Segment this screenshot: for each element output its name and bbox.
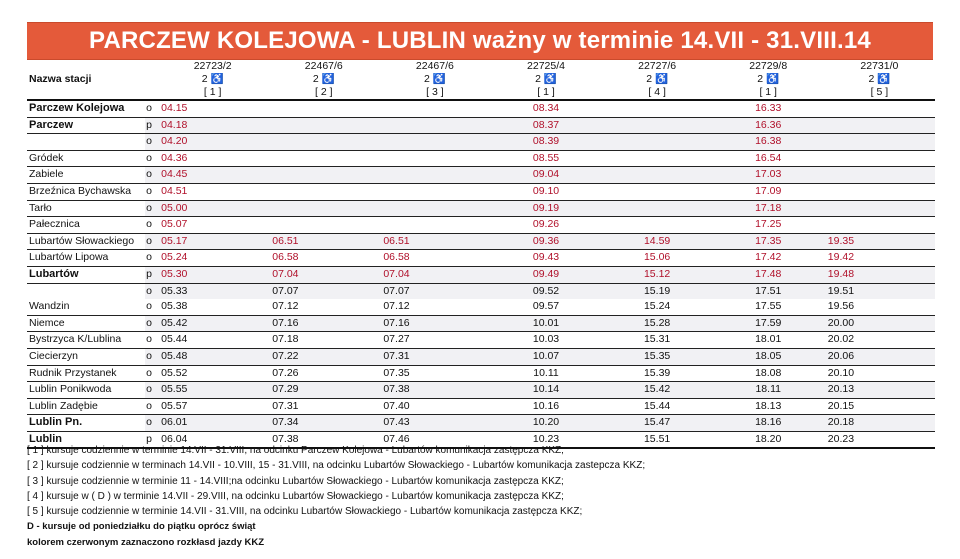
time-cell: 06.01 (157, 415, 268, 432)
time-cell: 08.39 (490, 134, 601, 151)
arrival-departure-flag: o (145, 134, 157, 151)
table-row (27, 315, 935, 332)
time-cell (268, 183, 379, 200)
time-cell: 16.33 (713, 100, 824, 117)
time-cell (602, 200, 713, 217)
time-cell: 06.51 (379, 233, 490, 250)
time-cell: 19.51 (824, 283, 935, 299)
table-row (27, 100, 935, 117)
station-name: Parczew Kolejowa (27, 100, 145, 117)
time-cell: 06.51 (268, 233, 379, 250)
arrival-departure-flag: o (145, 332, 157, 349)
footnote: [ 3 ] kursuje codziennie w terminie 11 - 14.VIII;na odcinku Lubartów Słowackiego - Lubartów komunikacja zastępcza KKZ; (27, 475, 564, 487)
station-name: Lubartów (27, 266, 145, 283)
time-cell: 07.16 (379, 315, 490, 332)
time-cell: 20.23 (824, 431, 935, 448)
time-cell (379, 167, 490, 184)
time-cell (268, 117, 379, 134)
time-cell: 06.58 (379, 250, 490, 267)
time-cell (824, 183, 935, 200)
table-row (27, 348, 935, 365)
time-cell (824, 100, 935, 117)
time-cell: 05.42 (157, 315, 268, 332)
wheelchair-icon: 2 ♿ (535, 73, 557, 85)
time-cell (268, 134, 379, 151)
time-cell: 09.10 (490, 183, 601, 200)
time-cell: 19.56 (824, 299, 935, 315)
time-cell (602, 167, 713, 184)
legend-days: D - kursuje od poniedziałku do piątku oprócz świąt (27, 521, 256, 533)
time-cell: 15.44 (602, 398, 713, 415)
time-cell: 10.11 (490, 365, 601, 382)
time-cell: 15.31 (602, 332, 713, 349)
time-cell: 07.26 (268, 365, 379, 382)
time-cell: 09.36 (490, 233, 601, 250)
station-name (27, 283, 145, 299)
time-cell: 17.42 (713, 250, 824, 267)
time-cell: 07.38 (268, 431, 379, 448)
time-cell (268, 200, 379, 217)
arrival-departure-flag: o (145, 415, 157, 432)
table-row (27, 283, 935, 299)
time-cell: 15.39 (602, 365, 713, 382)
time-cell: 18.05 (713, 348, 824, 365)
wheelchair-icon: 2 ♿ (646, 73, 669, 85)
timetable-body (27, 100, 935, 448)
table-row (27, 266, 935, 283)
train-note-ref: [ 3 ] (379, 86, 490, 100)
time-cell: 07.43 (379, 415, 490, 432)
station-name: Rudnik Przystanek (27, 365, 145, 382)
time-cell: 17.18 (713, 200, 824, 217)
table-row (27, 299, 935, 315)
table-row (27, 217, 935, 234)
train-note-row (27, 86, 935, 100)
time-cell (602, 183, 713, 200)
time-cell: 05.00 (157, 200, 268, 217)
time-cell: 15.06 (602, 250, 713, 267)
time-cell: 18.20 (713, 431, 824, 448)
station-name: Tarło (27, 200, 145, 217)
station-name (27, 134, 145, 151)
time-cell: 20.06 (824, 348, 935, 365)
station-name: Lublin Zadębie (27, 398, 145, 415)
time-cell (824, 167, 935, 184)
time-cell: 07.27 (379, 332, 490, 349)
time-cell (379, 100, 490, 117)
train-number: 22727/6 (638, 60, 677, 72)
arrival-departure-flag: o (145, 315, 157, 332)
footnote: [ 5 ] kursuje codziennie w terminie 14.VII - 31.VIII, na odcinku Lubartów Słowackiego - Lubartów komunikacja zastępcza KKZ; (27, 506, 583, 518)
time-cell: 05.44 (157, 332, 268, 349)
time-cell: 04.20 (157, 134, 268, 151)
time-cell: 17.25 (713, 217, 824, 234)
time-cell (602, 100, 713, 117)
time-cell: 10.14 (490, 382, 601, 399)
time-cell: 07.22 (268, 348, 379, 365)
station-name: Parczew (27, 117, 145, 134)
table-row (27, 250, 935, 267)
time-cell (602, 150, 713, 167)
time-cell: 20.10 (824, 365, 935, 382)
time-cell (602, 217, 713, 234)
time-cell (379, 117, 490, 134)
station-name: Lublin Pn. (27, 415, 145, 432)
legend-red-color: kolorem czerwonym zaznaczono rozkłasd jazdy KKZ (27, 536, 265, 548)
time-cell: 07.12 (379, 299, 490, 315)
arrival-departure-flag: o (145, 250, 157, 267)
time-cell: 20.00 (824, 315, 935, 332)
footnote: [ 1 ] kursuje codziennie w terminie 14.VII - 31.VIII, na odcinku Parczew Kolejowa - Lubartów komunikacja zastępcza KKZ; (27, 445, 564, 456)
arrival-departure-flag: p (145, 117, 157, 134)
time-cell: 18.11 (713, 382, 824, 399)
footnote: [ 4 ] kursuje w ( D ) w terminie 14.VII - 29.VIII, na odcinku Lubartów Słowackiego - Lubartów komunikacja zastępcza KKZ; (27, 490, 564, 502)
time-cell: 05.33 (157, 283, 268, 299)
time-cell: 17.55 (713, 299, 824, 315)
time-cell: 09.43 (490, 250, 601, 267)
time-cell (268, 167, 379, 184)
time-cell: 15.51 (602, 431, 713, 448)
time-cell: 08.34 (490, 100, 601, 117)
time-cell: 07.07 (268, 283, 379, 299)
time-cell: 20.15 (824, 398, 935, 415)
station-name: Lublin Ponikwoda (27, 382, 145, 399)
time-cell: 07.04 (379, 266, 490, 283)
time-cell: 18.13 (713, 398, 824, 415)
arrival-departure-flag: o (145, 398, 157, 415)
arrival-departure-flag: o (145, 382, 157, 399)
time-cell (824, 117, 935, 134)
time-cell: 17.48 (713, 266, 824, 283)
time-cell: 04.51 (157, 183, 268, 200)
footnotes (27, 443, 935, 550)
arrival-departure-flag: o (145, 150, 157, 167)
time-cell: 05.30 (157, 266, 268, 283)
arrival-departure-flag: o (145, 167, 157, 184)
wheelchair-icon: 2 ♿ (201, 73, 224, 85)
arrival-departure-flag: o (145, 183, 157, 200)
time-cell: 07.04 (268, 266, 379, 283)
station-name: Niemce (27, 315, 145, 332)
time-cell: 09.57 (490, 299, 601, 315)
time-cell: 15.12 (602, 266, 713, 283)
wheelchair-icon: 2 ♿ (423, 73, 446, 85)
time-cell: 10.03 (490, 332, 601, 349)
time-cell (824, 200, 935, 217)
station-name: Ciecierzyn (27, 348, 145, 365)
station-name: Lubartów Lipowa (27, 250, 145, 267)
time-cell: 07.38 (379, 382, 490, 399)
time-cell: 19.35 (824, 233, 935, 250)
table-row (27, 365, 935, 382)
train-number: 22723/2 (193, 60, 232, 72)
arrival-departure-flag: o (145, 365, 157, 382)
time-cell: 10.07 (490, 348, 601, 365)
time-cell (602, 117, 713, 134)
table-row (27, 332, 935, 349)
timetable-title: PARCZEW KOLEJOWA - LUBLIN ważny w terminie 14.VII - 31.VIII.14 (27, 22, 933, 60)
time-cell: 07.16 (268, 315, 379, 332)
station-name: Gródek (27, 150, 145, 167)
time-cell: 09.19 (490, 200, 601, 217)
time-cell (602, 134, 713, 151)
station-name: Pałecznica (27, 217, 145, 234)
table-row (27, 398, 935, 415)
time-cell: 15.47 (602, 415, 713, 432)
time-cell: 04.18 (157, 117, 268, 134)
arrival-departure-flag: o (145, 233, 157, 250)
time-cell: 19.42 (824, 250, 935, 267)
table-row (27, 200, 935, 217)
train-note-ref: [ 1 ] (490, 86, 601, 100)
time-cell (379, 134, 490, 151)
table-row (27, 150, 935, 167)
arrival-departure-flag: o (145, 348, 157, 365)
train-number: 22467/6 (415, 60, 454, 72)
station-name: Lubartów Słowackiego (27, 233, 145, 250)
timetable (27, 60, 935, 449)
time-cell: 04.36 (157, 150, 268, 167)
time-cell: 17.03 (713, 167, 824, 184)
time-cell: 09.26 (490, 217, 601, 234)
time-cell: 10.16 (490, 398, 601, 415)
table-row (27, 117, 935, 134)
arrival-departure-flag: o (145, 200, 157, 217)
time-cell: 05.52 (157, 365, 268, 382)
time-cell: 15.28 (602, 315, 713, 332)
time-cell: 17.59 (713, 315, 824, 332)
time-cell: 04.45 (157, 167, 268, 184)
time-cell: 10.20 (490, 415, 601, 432)
time-cell (379, 217, 490, 234)
wheelchair-icon: 2 ♿ (868, 73, 891, 85)
time-cell: 10.01 (490, 315, 601, 332)
time-cell: 18.16 (713, 415, 824, 432)
time-cell (379, 150, 490, 167)
time-cell: 07.12 (268, 299, 379, 315)
time-cell: 07.34 (268, 415, 379, 432)
time-cell: 05.57 (157, 398, 268, 415)
time-cell: 17.51 (713, 283, 824, 299)
train-note-ref: [ 1 ] (713, 86, 824, 100)
wheelchair-icon: 2 ♿ (312, 73, 335, 85)
time-cell: 20.18 (824, 415, 935, 432)
station-name: Bystrzyca K/Lublina (27, 332, 145, 349)
time-cell: 07.18 (268, 332, 379, 349)
table-row (27, 233, 935, 250)
table-row (27, 382, 935, 399)
time-cell (268, 100, 379, 117)
train-note-ref: [ 2 ] (268, 86, 379, 100)
time-cell: 20.13 (824, 382, 935, 399)
time-cell: 07.35 (379, 365, 490, 382)
table-row (27, 134, 935, 151)
time-cell: 14.59 (602, 233, 713, 250)
time-cell: 16.36 (713, 117, 824, 134)
arrival-departure-flag: p (145, 266, 157, 283)
train-number: 22731/0 (860, 60, 899, 72)
time-cell: 17.09 (713, 183, 824, 200)
station-name: Brzeźnica Bychawska (27, 183, 145, 200)
time-cell: 05.55 (157, 382, 268, 399)
time-cell: 08.55 (490, 150, 601, 167)
time-cell: 16.38 (713, 134, 824, 151)
time-cell (824, 217, 935, 234)
time-cell: 07.07 (379, 283, 490, 299)
time-cell: 07.31 (268, 398, 379, 415)
train-note-ref: [ 5 ] (824, 86, 935, 100)
time-cell: 16.54 (713, 150, 824, 167)
time-cell (824, 150, 935, 167)
train-number: 22729/8 (749, 60, 788, 72)
time-cell (379, 183, 490, 200)
time-cell: 15.35 (602, 348, 713, 365)
time-cell (268, 150, 379, 167)
time-cell: 18.01 (713, 332, 824, 349)
time-cell: 09.04 (490, 167, 601, 184)
train-note-ref: [ 4 ] (602, 86, 713, 100)
time-cell: 05.48 (157, 348, 268, 365)
wheelchair-icon: 2 ♿ (757, 73, 780, 85)
time-cell: 05.38 (157, 299, 268, 315)
train-class-row (27, 73, 935, 86)
time-cell: 20.02 (824, 332, 935, 349)
train-number: 22725/4 (527, 60, 565, 72)
train-number: 22467/6 (304, 60, 343, 72)
time-cell: 15.24 (602, 299, 713, 315)
time-cell: 15.19 (602, 283, 713, 299)
time-cell: 08.37 (490, 117, 601, 134)
arrival-departure-flag: o (145, 283, 157, 299)
train-number-row (27, 60, 935, 73)
time-cell (824, 134, 935, 151)
time-cell: 07.29 (268, 382, 379, 399)
time-cell: 05.17 (157, 233, 268, 250)
arrival-departure-flag: o (145, 217, 157, 234)
time-cell: 04.15 (157, 100, 268, 117)
time-cell: 06.04 (157, 431, 268, 448)
table-row (27, 167, 935, 184)
time-cell: 15.42 (602, 382, 713, 399)
time-cell: 05.24 (157, 250, 268, 267)
footnote: [ 2 ] kursuje codziennie w terminach 14.VII - 10.VIII, 15 - 31.VIII, na odcinku Lubartów Słowackiego - Lubartów komunikacja zastepcza KKZ; (27, 460, 646, 472)
station-column-header: Nazwa stacji (29, 73, 92, 85)
time-cell: 09.49 (490, 266, 601, 283)
table-row (27, 183, 935, 200)
time-cell: 09.52 (490, 283, 601, 299)
station-name: Wandzin (27, 299, 145, 315)
time-cell: 18.08 (713, 365, 824, 382)
station-name: Lublin (27, 431, 145, 448)
time-cell: 07.40 (379, 398, 490, 415)
arrival-departure-flag: p (145, 431, 157, 448)
station-name: Zabiele (27, 167, 145, 184)
arrival-departure-flag: o (145, 100, 157, 117)
time-cell: 07.46 (379, 431, 490, 448)
time-cell: 07.31 (379, 348, 490, 365)
time-cell: 06.58 (268, 250, 379, 267)
time-cell (268, 217, 379, 234)
table-row (27, 415, 935, 432)
arrival-departure-flag: o (145, 299, 157, 315)
train-note-ref: [ 1 ] (157, 86, 268, 100)
time-cell: 17.35 (713, 233, 824, 250)
time-cell (379, 200, 490, 217)
time-cell: 19.48 (824, 266, 935, 283)
time-cell: 10.23 (490, 431, 601, 448)
time-cell: 05.07 (157, 217, 268, 234)
